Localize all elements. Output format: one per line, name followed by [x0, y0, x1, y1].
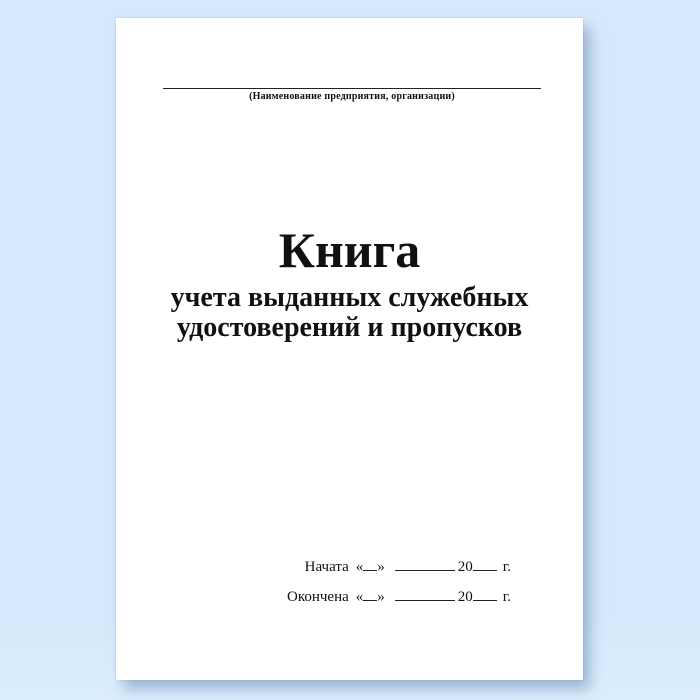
finished-month-blank: [395, 587, 455, 601]
started-month-blank: [395, 557, 455, 571]
book-cover-page: [116, 18, 583, 680]
finished-date-row: [287, 587, 511, 607]
organization-name-rule: [163, 88, 541, 89]
book-subtitle-line-2: удостоверений и пропусков: [176, 312, 523, 343]
close-quote: »: [377, 589, 385, 605]
book-subtitle-line-1: учета выданных служебных: [170, 282, 529, 313]
open-quote: «: [355, 589, 364, 605]
finished-year-prefix: 20: [457, 589, 473, 605]
finished-day-blank: [363, 587, 377, 601]
book-subtitle: [116, 283, 583, 343]
book-title: Книга: [278, 222, 421, 278]
organization-name-block: [163, 88, 541, 102]
started-day-blank: [363, 557, 377, 571]
open-quote: «: [355, 559, 364, 575]
started-year-suffix: г.: [502, 559, 511, 575]
started-year-blank: [473, 557, 497, 571]
finished-date-label: Окончена: [287, 589, 349, 605]
title-block: [116, 221, 583, 343]
date-fields-block: [287, 557, 511, 617]
finished-year-suffix: г.: [502, 589, 511, 605]
organization-name-caption: (Наименование предприятия, организации): [249, 91, 455, 102]
close-quote: »: [377, 559, 385, 575]
started-date-label: Начата: [304, 559, 349, 575]
finished-year-blank: [473, 587, 497, 601]
started-year-prefix: 20: [457, 559, 473, 575]
started-date-row: [287, 557, 511, 577]
